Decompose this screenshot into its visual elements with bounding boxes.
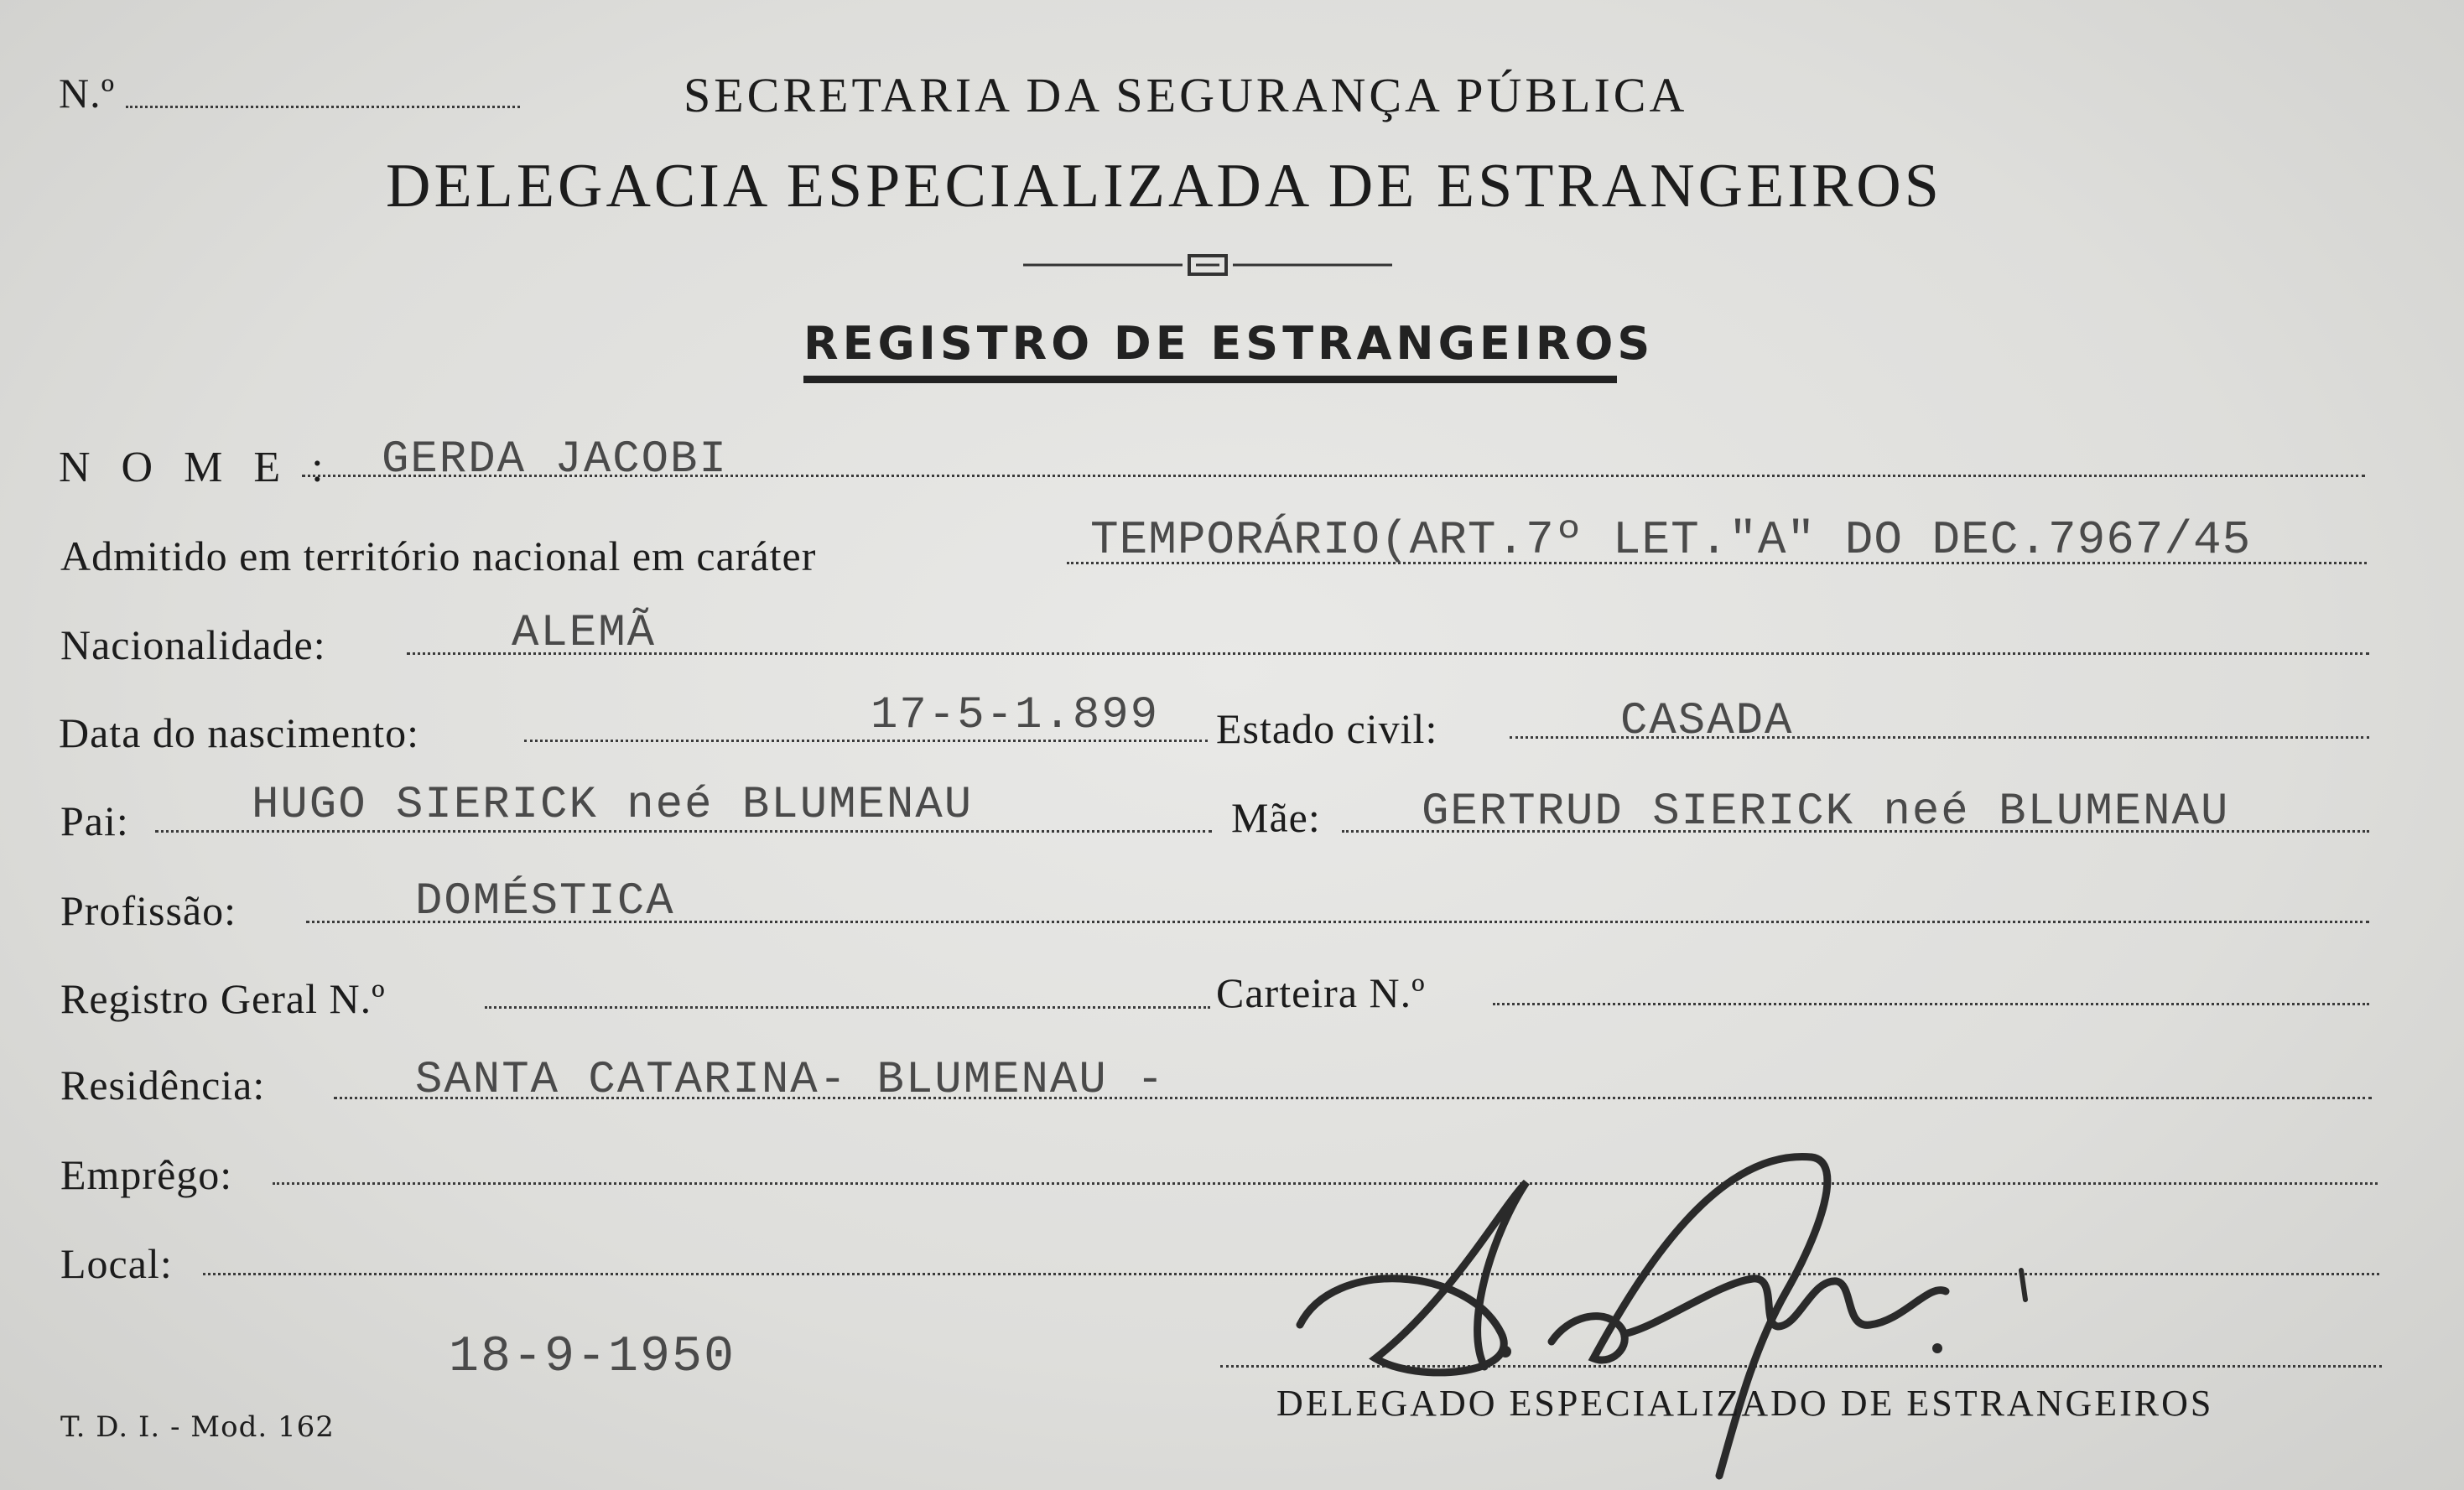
mae-label: Mãe: <box>1231 794 1321 841</box>
number-label: N.º <box>59 70 116 117</box>
data-nascimento-value: 17-5-1.899 <box>871 690 1160 741</box>
nacionalidade-label: Nacionalidade: <box>60 621 326 668</box>
residencia-value: SANTA CATARINA- BLUMENAU - <box>415 1055 1166 1106</box>
pai-label: Pai: <box>60 797 129 844</box>
carteira-line <box>1493 1003 2369 1005</box>
header-delegacia: DELEGACIA ESPECIALIZADA DE ESTRANGEIROS <box>386 152 1942 221</box>
nome-label: N O M E : <box>59 444 334 491</box>
estado-civil-value: CASADA <box>1620 696 1794 747</box>
admitido-label: Admitido em território nacional em caráter <box>60 532 817 579</box>
ornament-divider <box>1023 248 1392 282</box>
number-line <box>126 106 520 108</box>
mae-value: GERTRUD SIERICK neé BLUMENAU <box>1422 787 2230 838</box>
registro-geral-label: Registro Geral N.º <box>60 975 386 1022</box>
page-title: REGISTRO DE ESTRANGEIROS <box>803 317 1655 370</box>
issue-date: 18-9-1950 <box>449 1329 736 1386</box>
form-code: T. D. I. - Mod. 162 <box>60 1410 335 1444</box>
nacionalidade-value: ALEMÃ <box>512 608 657 659</box>
data-nascimento-label: Data do nascimento: <box>59 709 419 756</box>
admitido-value: TEMPORÁRIO(ART.7º LET."A" DO DEC.7967/45 <box>1090 513 2252 567</box>
registro-geral-line <box>485 1006 1210 1009</box>
emprego-label: Emprêgo: <box>60 1151 233 1198</box>
signature-scribble <box>1283 1132 2038 1484</box>
nacionalidade-line <box>407 652 2369 655</box>
local-label: Local: <box>60 1240 173 1287</box>
estado-civil-label: Estado civil: <box>1216 705 1438 752</box>
title-underline <box>803 376 1617 383</box>
header-secretaria: SECRETARIA DA SEGURANÇA PÚBLICA <box>684 68 1688 122</box>
pai-value: HUGO SIERICK neé BLUMENAU <box>252 780 974 831</box>
residencia-label: Residência: <box>60 1062 266 1108</box>
signature-caption: DELEGADO ESPECIALIZADO DE ESTRANGEIROS <box>1276 1383 2214 1424</box>
nome-value: GERDA JACOBI <box>382 434 728 485</box>
carteira-label: Carteira N.º <box>1216 969 1426 1016</box>
profissao-label: Profissão: <box>60 887 237 934</box>
profissao-value: DOMÉSTICA <box>415 876 675 927</box>
